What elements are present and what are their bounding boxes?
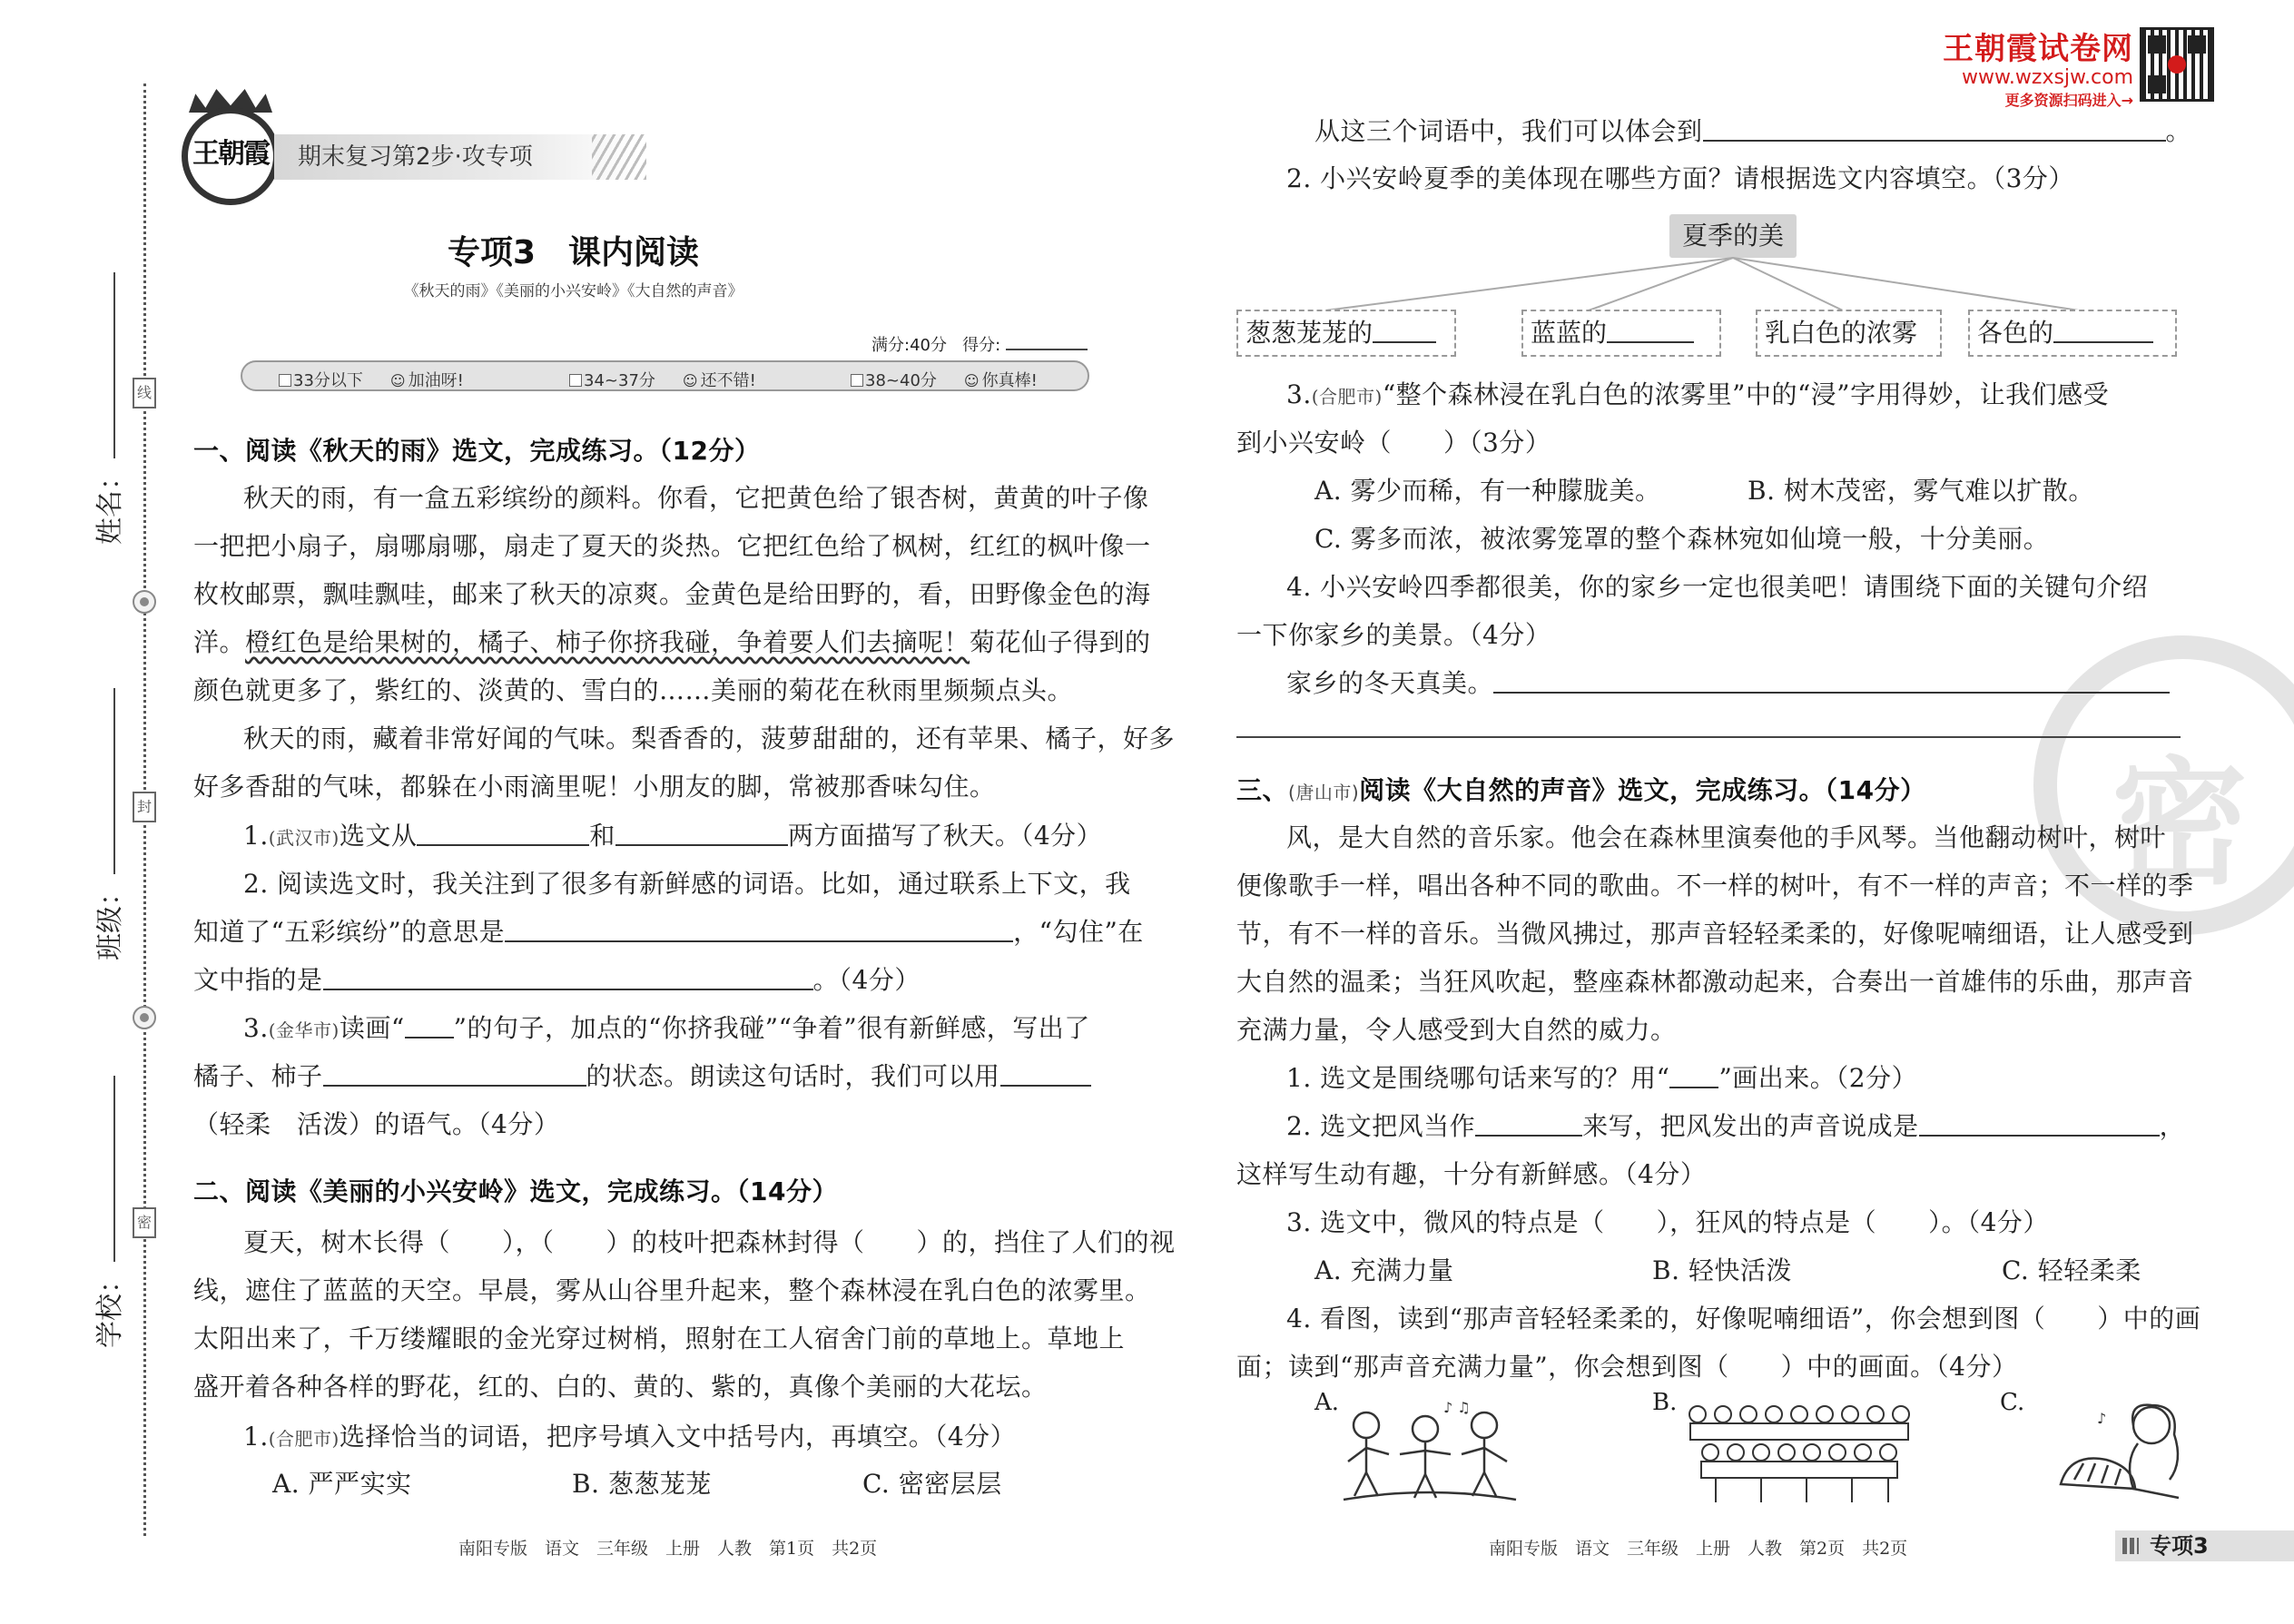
site-url: www.wzxsjw.com xyxy=(1961,66,2133,89)
page-title: 专项3 课内阅读 xyxy=(447,234,700,271)
question-1-2: 2. 阅读选文时，我关注到了很多有新鲜感的词语。比如，通过联系上下文，我 xyxy=(243,869,1131,899)
picture-label-b: B. xyxy=(1652,1389,1678,1416)
question-2-4-cont: 一下你家乡的美景。（4分） xyxy=(1236,620,1551,650)
question-3-3: 3. 选文中，微风的特点是（ ），狂风的特点是（ ）。（4分） xyxy=(1286,1207,2049,1237)
option-b[interactable]: B. 树木茂密，雾气难以扩散。 xyxy=(1748,476,2094,506)
diagram-root: 夏季的美 xyxy=(1669,214,1797,258)
passage-1-line: 秋天的雨，有一盒五彩缤纷的颜料。你看，它把黄色给了银杏树，黄黄的叶子像 xyxy=(243,483,1149,513)
rating-item-2[interactable]: 34~37分 ☺ 还不错! xyxy=(569,368,756,391)
passage-2-line: 太阳出来了，千万缕耀眼的金光穿过树梢，照射在工人宿舍门前的草地上。草地上 xyxy=(193,1324,1126,1353)
class-label: 班级： xyxy=(94,879,126,960)
passage-2-line: 夏天，树木长得（ ），（ ）的枝叶把森林封得（ ）的，挡住了人们的视 xyxy=(243,1227,1176,1257)
option-b[interactable]: B. 轻快活泼 xyxy=(1652,1255,1792,1285)
answer-blank[interactable] xyxy=(323,967,813,990)
rating-checkbox-1[interactable] xyxy=(279,374,291,387)
region-tag: (合肥市) xyxy=(1311,386,1383,408)
page-subtitle: 《秋天的雨》《美丽的小兴安岭》《大自然的声音》 xyxy=(403,282,743,300)
section-1-title: 一、阅读《秋天的雨》选文，完成练习。（12分） xyxy=(193,436,761,466)
question-2-3-cont: 到小兴安岭（ ）（3分） xyxy=(1236,428,1551,458)
smiley-icon: ☺ xyxy=(963,372,980,389)
site-slogan: 更多资源扫码进入→ xyxy=(2004,92,2133,109)
brand-badge-logo: 王朝霞 xyxy=(182,107,280,205)
passage-1-line: 洋。橙红色是给果树的，橘子、柿子你挤我碰，争着要人们去摘呢！菊花仙子得到的 xyxy=(193,627,1151,657)
question-2-4: 4. 小兴安岭四季都很美，你的家乡一定也很美吧！请围绕下面的关键句介绍 xyxy=(1286,572,2149,602)
score-got-label: 得分: xyxy=(962,336,1001,355)
qr-code-icon[interactable] xyxy=(2140,27,2214,102)
picture-c-accordion-player[interactable] xyxy=(2033,1398,2224,1507)
review-step-banner: 期末复习第2步·攻专项 xyxy=(274,134,637,180)
diagram-item-3: 乳白色的浓雾 xyxy=(1756,310,1942,357)
question-3-4-cont: 面；读到“那声音充满力量”，你会想到图（ ）中的画面。（4分） xyxy=(1236,1352,2018,1382)
passage-3-line: 风，是大自然的音乐家。他会在森林里演奏他的手风琴。当他翻动树叶，树叶 xyxy=(1286,822,2167,852)
question-1-1: 1.(武汉市)选文从 和 两方面描写了秋天。（4分） xyxy=(243,821,1103,851)
wavy-underlined-sentence: 橙红色是给果树的，橘子、柿子你挤我碰，争着要人们去摘呢！ xyxy=(245,627,970,657)
option-c[interactable]: C. 雾多而浓，被浓雾笼罩的整个森林宛如仙境一般，十分美丽。 xyxy=(1314,524,2050,554)
passage-1-line: 秋天的雨，藏着非常好闻的气味。梨香香的，菠萝甜甜的，还有苹果、橘子，好多 xyxy=(243,723,1176,753)
region-tag: (金华市) xyxy=(268,1019,340,1041)
answer-blank[interactable] xyxy=(1703,118,2166,142)
region-tag: (唐山市) xyxy=(1288,782,1360,803)
answer-blank[interactable] xyxy=(1493,670,2170,694)
footer-page-1: 南阳专版 语文 三年级 上册 人教 第1页 共2页 xyxy=(458,1539,878,1559)
diagram-connectors xyxy=(1226,256,2179,312)
picture-a-children-dancing[interactable] xyxy=(1334,1398,1525,1507)
question-3-2: 2. 选文把风当作 来写，把风发出的声音说成是 ， xyxy=(1286,1111,2186,1141)
diagram-item-4[interactable]: 各色的 xyxy=(1968,310,2177,357)
score-line xyxy=(871,332,1088,356)
question-1-2-cont: 知道了“五彩缤纷”的意思是 ，“勾住”在 xyxy=(193,917,1144,947)
answer-blank[interactable] xyxy=(615,822,788,846)
section-page-tag: 专项3 xyxy=(2115,1530,2294,1561)
cut-mark-feng: 封 xyxy=(133,792,156,822)
question-2-2: 2. 小兴安岭夏季的美体现在哪些方面？请根据选文内容填空。（3分） xyxy=(1286,163,2074,193)
answer-blank[interactable] xyxy=(323,1063,586,1087)
answer-blank[interactable] xyxy=(1919,1113,2160,1137)
option-c[interactable]: C. 轻轻柔柔 xyxy=(2002,1255,2141,1285)
question-2-1: 1.(合肥市)选择恰当的词语，把序号填入文中括号内，再填空。（4分） xyxy=(243,1422,1017,1452)
answer-blank[interactable] xyxy=(505,919,1013,942)
answer-blank xyxy=(405,1015,454,1038)
binding-hole-1 xyxy=(133,590,156,614)
question-1-3-cont: 橘子、柿子 的状态。朗读这句话时，我们可以用 xyxy=(193,1061,1091,1092)
seal-watermark: 密 xyxy=(2033,635,2294,935)
answer-line[interactable] xyxy=(1236,736,2181,738)
cut-mark-xian: 线 xyxy=(133,378,156,408)
question-2-4-answer: 家乡的冬天真美。 xyxy=(1286,668,2170,699)
svg-text:♪: ♪ xyxy=(2097,1410,2107,1427)
school-label: 学校： xyxy=(94,1266,126,1348)
question-2-3: 3.(合肥市)“整个森林浸在乳白色的浓雾里”中的“浸”字用得妙，让我们感受 xyxy=(1286,379,2110,409)
answer-blank xyxy=(2053,320,2153,343)
passage-2-line: 线，遮住了蓝蓝的天空。早晨，雾从山谷里升起来，整个森林浸在乳白色的浓雾里。 xyxy=(193,1275,1151,1305)
answer-blank xyxy=(1607,320,1694,343)
question-1-2-cont: 文中指的是 。（4分） xyxy=(193,965,921,995)
score-total: 满分:40分 xyxy=(871,336,947,355)
answer-blank[interactable] xyxy=(417,822,589,846)
question-2-1-cont: 从这三个词语中，我们可以体会到 。 xyxy=(1314,116,2192,146)
footer-page-2: 南阳专版 语文 三年级 上册 人教 第2页 共2页 xyxy=(1489,1539,1908,1559)
region-tag: (武汉市) xyxy=(268,827,340,849)
passage-1-line: 颜色就更多了，紫红的、淡黄的、雪白的……美丽的菊花在秋雨里频频点头。 xyxy=(193,675,1074,705)
question-3-4: 4. 看图，读到“那声音轻轻柔柔的，好像呢喃细语”，你会想到图（ ）中的画 xyxy=(1286,1304,2201,1334)
answer-blank xyxy=(1373,320,1436,343)
question-1-3-cont: （轻柔 活泼）的语气。（4分） xyxy=(193,1109,560,1139)
site-brand xyxy=(1943,24,2133,110)
region-tag: (合肥市) xyxy=(268,1428,340,1450)
rating-checkbox-3[interactable] xyxy=(851,374,863,387)
option-a[interactable]: A. 充满力量 xyxy=(1314,1255,1454,1285)
section-3-title: 三、(唐山市)阅读《大自然的声音》选文，完成练习。（14分） xyxy=(1236,775,1926,805)
cut-mark-mi: 密 xyxy=(133,1207,156,1238)
passage-1-line: 枚枚邮票，飘哇飘哇，邮来了秋天的凉爽。金黄色是给田野的，看，田野像金色的海 xyxy=(193,579,1151,609)
question-3-1: 1. 选文是围绕哪句话来写的？用“ ”画出来。（2分） xyxy=(1286,1063,1918,1093)
svg-text:♪ ♫: ♪ ♫ xyxy=(1443,1399,1471,1416)
option-a[interactable]: A. 严严实实 xyxy=(272,1469,412,1499)
site-name: 王朝霞试卷网 xyxy=(1943,31,2133,67)
passage-3-line: 便像歌手一样，唱出各种不同的歌曲。不一样的树叶，有不一样的声音；不一样的季 xyxy=(1236,871,2194,901)
passage-1-line: 好多香甜的气味，都躲在小雨滴里呢！小朋友的脚，常被那香味勾住。 xyxy=(193,772,996,802)
option-b[interactable]: B. 葱葱茏茏 xyxy=(572,1469,712,1499)
passage-3-line: 充满力量，令人感受到大自然的威力。 xyxy=(1236,1015,1677,1045)
diagram-item-1[interactable]: 葱葱茏茏的 xyxy=(1236,310,1456,357)
picture-label-a: A. xyxy=(1314,1389,1340,1416)
smiley-icon: ☺ xyxy=(389,372,406,389)
diagram-item-2[interactable]: 蓝蓝的 xyxy=(1521,310,1721,357)
answer-blank[interactable] xyxy=(1475,1113,1582,1137)
section-2-title: 二、阅读《美丽的小兴安岭》选文，完成练习。（14分） xyxy=(193,1176,838,1206)
rating-item-3[interactable]: 38~40分 ☺ 你真棒! xyxy=(851,368,1038,391)
passage-2-line: 盛开着各种各样的野花，红的、白的、黄的、紫的，真像个美丽的大花坛。 xyxy=(193,1372,1048,1402)
score-blank[interactable] xyxy=(1006,349,1088,350)
name-label: 姓名： xyxy=(94,463,126,545)
passage-3-line: 大自然的温柔；当狂风吹起，整座森林都激动起来，合奏出一首雄伟的乐曲，那声音 xyxy=(1236,967,2194,997)
class-field-line[interactable] xyxy=(113,688,115,874)
option-a[interactable]: A. 雾少而稀，有一种朦胧美。 xyxy=(1314,476,1661,506)
passage-3-line: 节，有不一样的音乐。当微风拂过，那声音轻轻柔柔的，好像呢喃细语，让人感受到 xyxy=(1236,919,2194,949)
question-1-3: 3.(金华市)读画“ ”的句子，加点的“你挤我碰”“争着”很有新鲜感，写出了 xyxy=(243,1013,1090,1043)
binding-hole-2 xyxy=(133,1006,156,1029)
rating-bar xyxy=(241,360,1089,391)
option-c[interactable]: C. 密密层层 xyxy=(862,1469,1002,1499)
passage-1-line: 一把把小扇子，扇哪扇哪，扇走了夏天的炎热。它把红色给了枫树，红红的枫叶像一 xyxy=(193,531,1151,561)
smiley-icon: ☺ xyxy=(682,372,698,389)
school-field-line[interactable] xyxy=(113,1076,115,1262)
rating-checkbox-2[interactable] xyxy=(569,374,582,387)
answer-blank xyxy=(1669,1065,1718,1088)
picture-b-choir-group[interactable] xyxy=(1679,1398,1915,1507)
picture-label-c: C. xyxy=(2000,1389,2025,1416)
answer-blank[interactable] xyxy=(1000,1063,1091,1087)
question-3-2-cont: 这样写生动有趣，十分有新鲜感。（4分） xyxy=(1236,1159,1707,1189)
rating-item-1[interactable]: 33分以下 ☺ 加油呀! xyxy=(279,368,464,391)
